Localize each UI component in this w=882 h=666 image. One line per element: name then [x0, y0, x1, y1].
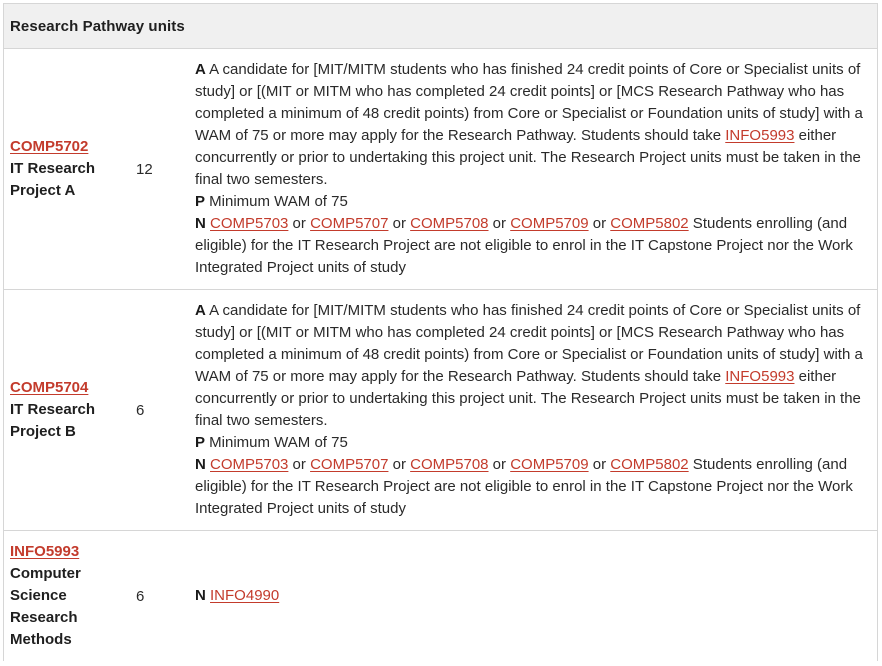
- section-title: Research Pathway units: [10, 17, 185, 35]
- unit-link[interactable]: COMP5709: [510, 456, 589, 473]
- separator-text: or: [488, 215, 511, 232]
- unit-name-line: Science: [10, 587, 67, 604]
- separator-text: or: [488, 456, 511, 473]
- assumed-text: A candidate for [MIT/MITM students who has finished 24 credit points of Core or Specialist units of study] or [(MIT or MITM who has completed 24 credit points] or [MCS Research Pathway who has completed a minimum of 48 credit points) from Core or Specialist or Foundation units of study] with a WAM of 75 or more may apply for the Research Pathway. Students should take: [195, 302, 863, 385]
- prerequisite: [195, 432, 871, 454]
- prohibition-tag: N: [195, 215, 206, 232]
- table-row: [4, 290, 877, 531]
- unit-link[interactable]: COMP5703: [210, 456, 289, 473]
- unit-name-line: Research: [10, 609, 78, 626]
- prohibition-tag: N: [195, 456, 206, 473]
- unit-link[interactable]: COMP5708: [410, 456, 489, 473]
- unit-name-line: IT Research: [10, 401, 96, 418]
- assumed-text-cont: either concurrently or prior to undertaking this project unit. The Research Project units must be taken in the final two semesters.: [195, 127, 861, 188]
- unit-link[interactable]: INFO5993: [725, 368, 795, 385]
- unit-code-link[interactable]: COMP5704: [10, 379, 89, 396]
- unit-name-line: Methods: [10, 631, 72, 648]
- table-row: [4, 49, 877, 290]
- prohibition-text: Students enrolling (and eligible) for the IT Research Project are not eligible to enrol in the IT Capstone Project nor the Work Integrated Project units of study: [195, 215, 853, 276]
- unit-link[interactable]: INFO4990: [210, 587, 280, 604]
- table-row: [4, 531, 877, 661]
- credit-points: 6: [136, 401, 145, 419]
- prerequisite-tag: P: [195, 434, 206, 451]
- assumed-knowledge: [195, 59, 871, 191]
- prerequisite-text: Minimum WAM of 75: [205, 434, 348, 451]
- separator-text: or: [588, 215, 611, 232]
- prohibition-text: Students enrolling (and eligible) for the IT Research Project are not eligible to enrol in the IT Capstone Project nor the Work Integrated Project units of study: [195, 456, 853, 517]
- assumed-knowledge: [195, 300, 871, 432]
- unit-code-link[interactable]: COMP5702: [10, 138, 89, 155]
- separator-text: or: [288, 215, 311, 232]
- separator-text: or: [588, 456, 611, 473]
- prerequisite-tag: P: [195, 193, 206, 210]
- assumed-text-cont: either concurrently or prior to undertaking this project unit. The Research Project units must be taken in the final two semesters.: [195, 368, 861, 429]
- unit-link[interactable]: COMP5802: [610, 456, 689, 473]
- prerequisite: [195, 191, 871, 213]
- unit-name-line: Computer: [10, 565, 81, 582]
- unit-link[interactable]: COMP5707: [310, 215, 389, 232]
- credit-points: 6: [136, 587, 145, 605]
- table-header: [4, 3, 877, 49]
- separator-text: or: [288, 456, 311, 473]
- credit-points: 12: [136, 160, 153, 178]
- unit-name-line: Project B: [10, 423, 76, 440]
- unit-link[interactable]: COMP5802: [610, 215, 689, 232]
- research-pathway-table: [3, 3, 878, 661]
- requisites-cell: [191, 300, 871, 520]
- unit-cell: [4, 541, 127, 651]
- separator-text: or: [388, 456, 411, 473]
- unit-link[interactable]: COMP5707: [310, 456, 389, 473]
- unit-link[interactable]: COMP5703: [210, 215, 289, 232]
- unit-cell: [4, 136, 127, 202]
- unit-link[interactable]: COMP5709: [510, 215, 589, 232]
- prohibition: [195, 585, 871, 607]
- assumed-text: A candidate for [MIT/MITM students who has finished 24 credit points of Core or Specialist units of study] or [(MIT or MITM who has completed 24 credit points] or [MCS Research Pathway who has completed a minimum of 48 credit points) from Core or Specialist or Foundation units of study] with a WAM of 75 or more may apply for the Research Pathway. Students should take: [195, 61, 863, 144]
- unit-link[interactable]: INFO5993: [725, 127, 795, 144]
- prohibition: [195, 213, 871, 279]
- unit-cell: [4, 377, 127, 443]
- assumed-tag: A: [195, 302, 206, 319]
- separator-text: or: [388, 215, 411, 232]
- assumed-tag: A: [195, 61, 206, 78]
- requisites-cell: [191, 59, 871, 279]
- prohibition-tag: N: [195, 587, 206, 604]
- unit-name-line: Project A: [10, 182, 76, 199]
- unit-name-line: IT Research: [10, 160, 96, 177]
- prerequisite-text: Minimum WAM of 75: [205, 193, 348, 210]
- prohibition: [195, 454, 871, 520]
- requisites-cell: [191, 585, 871, 607]
- unit-code-link[interactable]: INFO5993: [10, 543, 80, 560]
- unit-link[interactable]: COMP5708: [410, 215, 489, 232]
